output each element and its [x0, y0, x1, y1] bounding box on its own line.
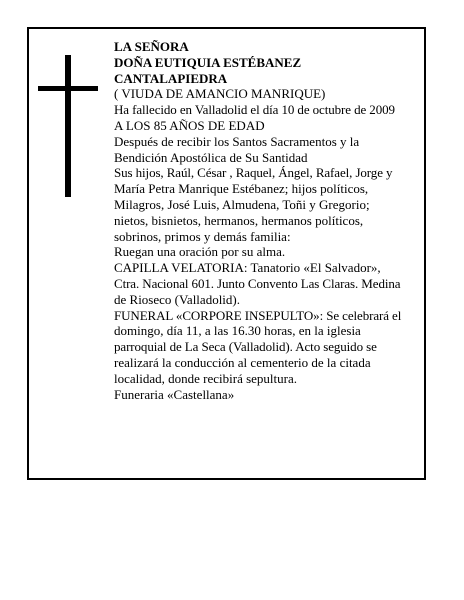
cross-horizontal-bar [38, 86, 98, 91]
prayer-line: Ruegan una oración por su alma. [114, 244, 286, 260]
funeral-line-2: domingo, día 11, a las 16.30 horas, en la iglesia [114, 323, 361, 339]
wake-line-1: CAPILLA VELATORIA: Tanatorio «El Salvador», [114, 260, 381, 276]
obituary-text [114, 39, 426, 402]
title-line-2: DOÑA EUTIQUIA ESTÉBANEZ [114, 54, 302, 70]
funeral-home-line: Funeraria «Castellana» [114, 386, 235, 402]
funeral-line-1: FUNERAL «CORPORE INSEPULTO»: Se celebrará el [114, 307, 402, 323]
family-line-5: sobrinos, primos y demás familia: [114, 228, 291, 244]
family-line-2: María Petra Manrique Estébanez; hijos políticos, [114, 181, 369, 197]
title-line-1: LA SEÑORA [114, 39, 189, 54]
funeral-line-3: parroquial de La Seca (Valladolid). Acto seguido se [114, 339, 377, 355]
cross-vertical-bar [65, 55, 71, 197]
age-line: A LOS 85 AÑOS DE EDAD [114, 117, 265, 133]
wake-line-2: Ctra. Nacional 601. Junto Convento Las Claras. Medina [114, 275, 401, 291]
sacraments-line-1: Después de recibir los Santos Sacramentos y la [114, 133, 360, 149]
family-line-4: nietos, bisnietos, hermanos, hermanos políticos, [114, 212, 364, 228]
funeral-line-4: realizará la conducción al cementerio de la citada [114, 354, 371, 370]
sacraments-line-2: Bendición Apostólica de Su Santidad [114, 149, 308, 165]
title-line-3: CANTALAPIEDRA [114, 70, 228, 86]
latin-cross-icon [38, 55, 98, 197]
family-line-1: Sus hijos, Raúl, César , Raquel, Ángel, Rafael, Jorge y [114, 165, 393, 181]
wake-line-3: de Rioseco (Valladolid). [114, 291, 240, 307]
death-line: Ha fallecido en Valladolid el día 10 de octubre de 2009 [114, 102, 395, 118]
family-line-3: Milagros, José Luis, Almudena, Toñi y Gregorio; [114, 196, 370, 212]
widow-line: ( VIUDA DE AMANCIO MANRIQUE) [114, 86, 326, 102]
funeral-line-5: localidad, donde recibirá sepultura. [114, 370, 298, 386]
